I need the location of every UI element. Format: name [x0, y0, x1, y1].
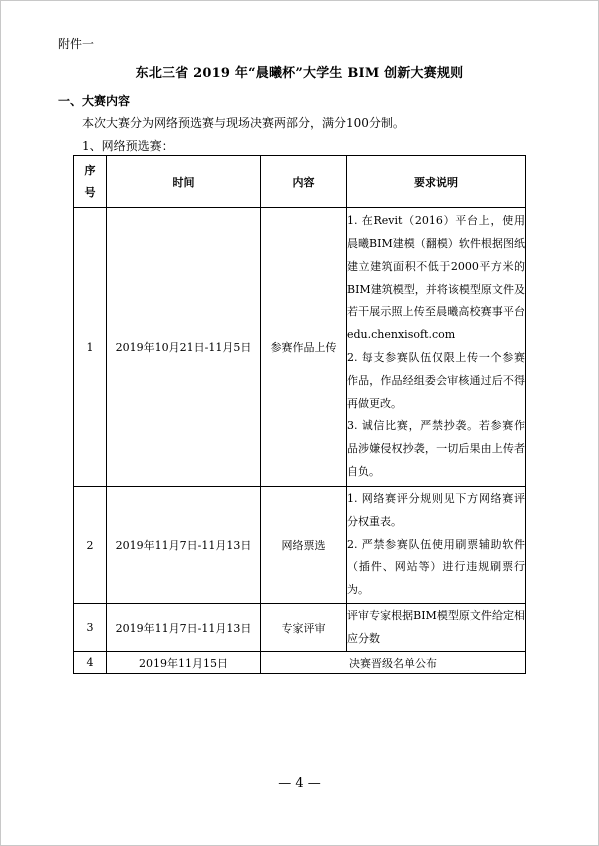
requirement-item: 1. 网络赛评分规则见下方网络赛评分权重表。 [347, 492, 525, 528]
row-content: 网络票选 [261, 487, 347, 604]
header-time: 时间 [107, 156, 261, 208]
row-merged-content: 决赛晋级名单公布 [261, 652, 526, 674]
row-requirements [347, 487, 526, 604]
requirement-item: 1. 在Revit（2016）平台上，使用晨曦BIM建模（翻模）软件根据图纸建立建筑面积不低于2000平方米的BIM建筑模型，并将该模型原文件及若干展示照上传至晨曦高校赛事平台edu.chenxisoft.com [347, 214, 525, 342]
table-row [74, 652, 526, 674]
requirement-item: 2. 每支参赛队伍仅限上传一个参赛作品，作品经组委会审核通过后不得再做更改。 [347, 351, 525, 410]
section-heading: 一、大赛内容 [58, 94, 131, 108]
header-requirements: 要求说明 [347, 156, 526, 208]
subheading-online-round: 1、网络预选赛： [82, 139, 174, 153]
page-number: — 4 — [278, 776, 321, 791]
rules-table [73, 155, 526, 674]
row-seq: 3 [74, 604, 107, 652]
row-content: 参赛作品上传 [261, 208, 347, 487]
row-time: 2019年11月7日-11月13日 [107, 487, 261, 604]
table-row [74, 604, 526, 652]
requirement-item: 2. 严禁参赛队伍使用刷票辅助软件（插件、网站等）进行违规刷票行为。 [347, 537, 525, 597]
row-content: 专家评审 [261, 604, 347, 652]
document-title: 东北三省 2019 年“晨曦杯”大学生 BIM 创新大赛规则 [135, 66, 464, 81]
row-requirements [347, 604, 526, 652]
attachment-label: 附件一 [58, 37, 95, 51]
row-time: 2019年11月15日 [107, 652, 261, 674]
header-content: 内容 [261, 156, 347, 208]
intro-paragraph: 本次大赛分为网络预选赛与现场决赛两部分，满分100分制。 [82, 116, 405, 130]
row-requirements [347, 208, 526, 487]
row-seq: 2 [74, 487, 107, 604]
row-time: 2019年11月7日-11月13日 [107, 604, 261, 652]
row-seq: 4 [74, 652, 107, 674]
header-seq: 序号 [74, 156, 107, 208]
table-row [74, 487, 526, 604]
table-row [74, 208, 526, 487]
row-time: 2019年10月21日-11月5日 [107, 208, 261, 487]
requirement-item: 3. 诚信比赛，严禁抄袭。若参赛作品涉嫌侵权抄袭，一切后果由上传者自负。 [347, 419, 525, 478]
row-seq: 1 [74, 208, 107, 487]
requirement-item: 评审专家根据BIM模型原文件给定相应分数 [347, 608, 525, 645]
table-header-row [74, 156, 526, 208]
